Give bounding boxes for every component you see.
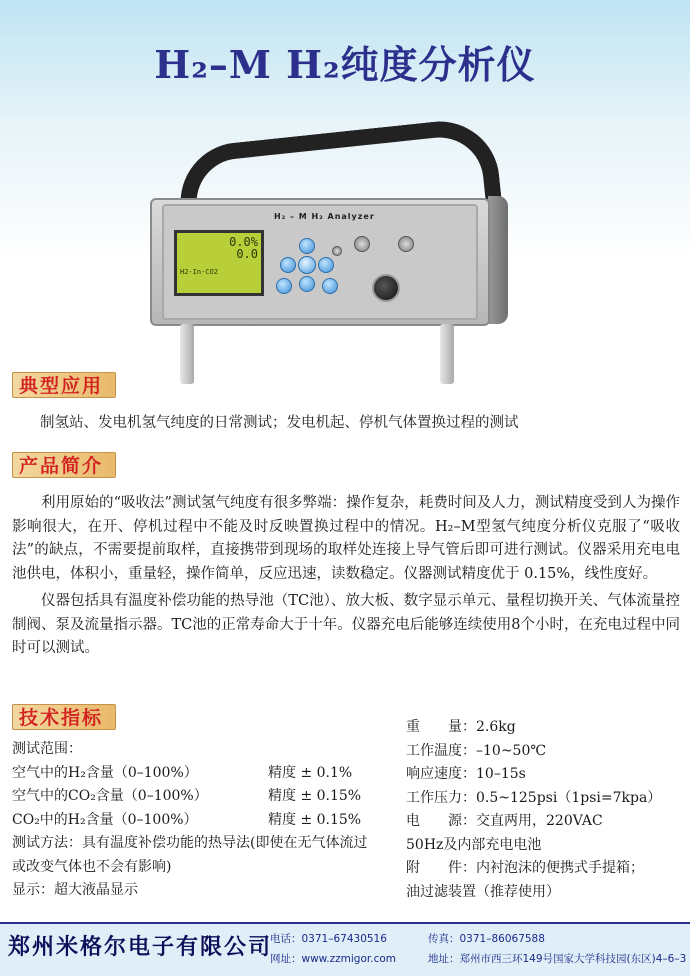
display-spec: 显示：超大液晶显示 (12, 882, 138, 898)
power-knob (332, 246, 342, 256)
range-name: 空气中的CO₂含量（0–100%） (12, 788, 208, 804)
spec-power: 电 源：交直两用，220VAC (406, 813, 603, 829)
key-down (299, 276, 315, 292)
spec-left-column (12, 738, 392, 903)
spec-accessories-2: 油过滤装置（推荐使用） (406, 883, 560, 900)
intro-paragraph-2: 仪器包括具有温度补偿功能的热导池（TC池）、放大板、数字显示单元、量程切换开关、气体流量控制阀、泵及流量指示器。TC池的正常寿命大于十年。仪器充电后能够连续使用8个小时，在充电过程中同时可以测试。 (12, 593, 680, 656)
key-f2 (322, 278, 338, 294)
lcd-display (174, 230, 264, 296)
key-f1 (276, 278, 292, 294)
spec-pressure: 工作压力：0.5~125psi（1psi=7kpa） (406, 789, 662, 806)
left-leg (180, 324, 194, 384)
range-name: 空气中的H₂含量（0–100%） (12, 764, 198, 781)
phone: 电话：0371–67430516 (270, 933, 387, 945)
company-name: 郑州米格尔电子有限公司 (8, 935, 273, 960)
spec-power-2: 50Hz及内部充电电池 (406, 836, 542, 853)
range-label: 测试范围： (12, 741, 82, 757)
lcd-reading-2: 0.0 (236, 247, 258, 261)
key-right (318, 257, 334, 273)
range-row (12, 785, 392, 809)
case-side (488, 196, 508, 324)
website-link[interactable]: 网址：www.zzmigor.com (270, 953, 397, 965)
fax: 传真：0371–86067588 (428, 933, 545, 945)
right-leg (440, 324, 454, 384)
spec-right-column (406, 716, 686, 904)
analyzer-device-image (140, 132, 540, 394)
lcd-mode: H2-In-CO2 (180, 268, 218, 276)
section-heading-intro: 产品简介 (12, 452, 116, 478)
footer (0, 922, 690, 976)
spec-accessories: 附 件：内衬泡沫的便携式手提箱； (406, 860, 644, 876)
address: 地址：郑州市西三环149号国家大学科技园(东区)4–6–3 (428, 953, 687, 965)
spec-temperature: 工作温度：–10~50℃ (406, 742, 547, 759)
key-left (280, 257, 296, 273)
gas-outlet-knob (398, 236, 414, 252)
spec-response: 响应速度：10–15s (406, 766, 526, 782)
test-method: 测试方法：具有温度补偿功能的热导法(即使在无气体流过或改变气体也不会有影响) (12, 835, 368, 875)
key-ok (298, 256, 316, 274)
section-heading-application: 典型应用 (12, 372, 116, 398)
front-panel (162, 204, 478, 320)
keypad (276, 234, 336, 294)
range-accuracy: 精度 ± 0.1% (268, 764, 353, 781)
section-heading-specs: 技术指标 (12, 704, 116, 730)
gas-inlet-knob (354, 236, 370, 252)
range-name: CO₂中的H₂含量（0–100%） (12, 811, 198, 828)
application-text: 制氢站、发电机氢气纯度的日常测试；发电机起、停机气体置换过程的测试 (40, 415, 519, 431)
range-accuracy: 精度 ± 0.15% (268, 788, 362, 804)
intro-paragraph-1: 利用原始的“吸收法”测试氢气纯度有很多弊端：操作复杂，耗费时间及人力，测试精度受到人为操作影响很大，在开、停机过程中不能及时反映置换过程中的情况。H₂–M型氢气纯度分析仪克服了“吸收法”的缺点，不需要提前取样，直接携带到现场的取样处连接上导气管后即可进行测试。仪器采用充电电池供电，体积小，重量轻，操作简单，反应迅速，读数稳定。仪器测试精度优于 0.15%，线性度好。 (12, 495, 680, 582)
lcd-reading-1: 0.0% (229, 235, 258, 249)
panel-label: H₂ – M H₂ Analyzer (274, 212, 375, 221)
flow-control-knob (372, 274, 400, 302)
key-up (299, 238, 315, 254)
page-title: H₂–M H₂纯度分析仪 (154, 42, 536, 87)
intro-body (12, 492, 680, 661)
range-accuracy: 精度 ± 0.15% (268, 811, 362, 828)
range-row (12, 762, 392, 786)
spec-weight: 重 量：2.6kg (406, 719, 516, 735)
range-row (12, 809, 392, 833)
